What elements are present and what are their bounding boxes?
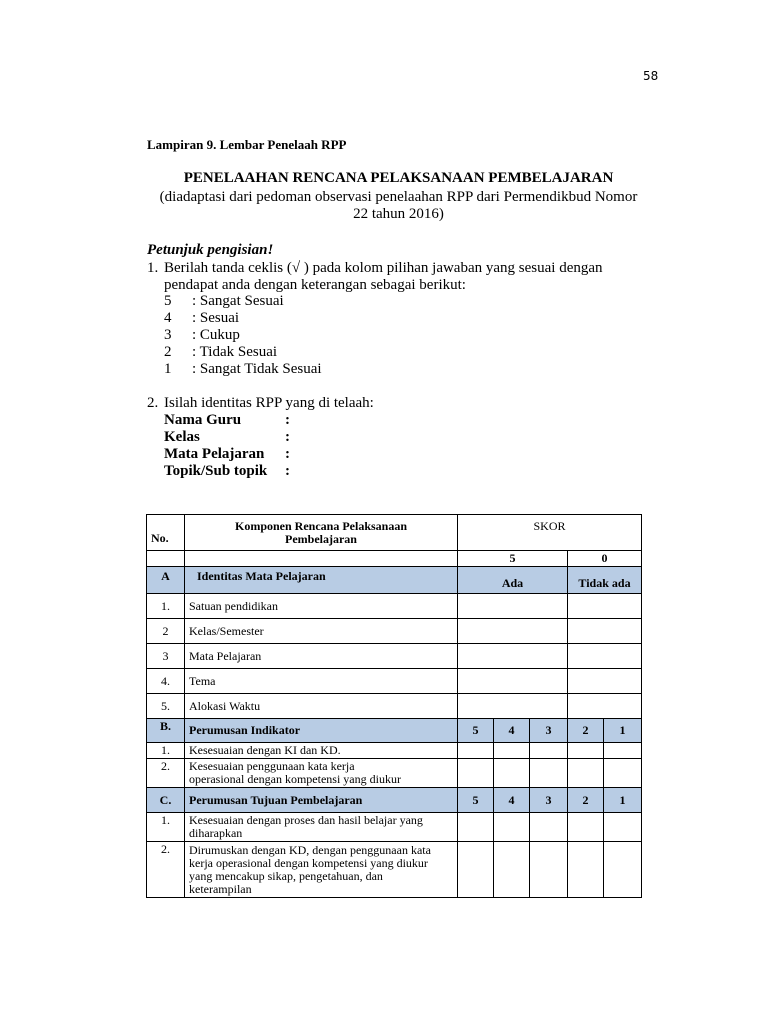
scale-key: 2: [164, 344, 172, 360]
identity-label: Nama Guru: [164, 412, 242, 428]
identity-colon: :: [285, 463, 290, 479]
instruction-2-number: 2.: [147, 395, 159, 411]
table-row: [147, 619, 642, 644]
scale-key: 1: [164, 361, 172, 377]
scale-key: 3: [164, 327, 172, 343]
check-cell[interactable]: [458, 669, 568, 694]
row-item: Satuan pendidikan: [185, 594, 458, 619]
table-row: [147, 743, 642, 759]
check-cell[interactable]: [568, 669, 642, 694]
section-a-no-label: Tidak ada: [568, 567, 642, 594]
identity-colon: :: [285, 412, 290, 428]
section-b-score: 5: [458, 719, 494, 743]
table-header-row: [147, 515, 642, 551]
subtitle-line-2: 22 tahun 2016): [353, 206, 444, 222]
check-cell[interactable]: [568, 759, 604, 788]
check-cell[interactable]: [604, 842, 642, 898]
section-c-score: 1: [604, 788, 642, 813]
section-c-row: [147, 788, 642, 813]
scale-label: : Tidak Sesuai: [192, 344, 278, 360]
document-title: PENELAAHAN RENCANA PELAKSANAAN PEMBELAJARAN: [183, 170, 614, 186]
table-row: [147, 813, 642, 842]
check-cell[interactable]: [604, 743, 642, 759]
score-value-row: [147, 551, 642, 567]
row-item-line: keterampilan: [189, 881, 252, 896]
row-number: 1.: [147, 813, 185, 842]
instructions-heading: Petunjuk pengisian!: [147, 242, 274, 258]
identity-label: Mata Pelajaran: [164, 446, 265, 462]
instruction-2-text: Isilah identitas RPP yang di telaah:: [164, 395, 374, 411]
document-subtitle: [147, 189, 650, 223]
rpp-assessment-table: [146, 514, 642, 898]
scale-label: : Sesuai: [192, 310, 240, 326]
check-cell[interactable]: [458, 759, 494, 788]
section-a-row: [147, 567, 642, 594]
row-number: 1.: [147, 594, 185, 619]
check-cell[interactable]: [458, 694, 568, 719]
row-item: [185, 813, 458, 842]
row-item: [185, 759, 458, 788]
check-cell[interactable]: [568, 694, 642, 719]
subtitle-line-1: (diadaptasi dari pedoman observasi penelaahan RPP dari Permendikbud Nomor: [159, 189, 638, 205]
row-number: 3: [147, 644, 185, 669]
row-item-line: Dirumuskan dengan KD, dengan penggunaan kata: [189, 842, 431, 857]
row-item-line: kerja operasional dengan kompetensi yang diukur: [189, 855, 428, 870]
score-0: 0: [568, 551, 642, 567]
check-cell[interactable]: [568, 813, 604, 842]
section-a-no: A: [147, 567, 185, 594]
row-item: Kelas/Semester: [185, 619, 458, 644]
table-row: [147, 669, 642, 694]
check-cell[interactable]: [458, 743, 494, 759]
row-item: Tema: [185, 669, 458, 694]
header-component: [185, 515, 458, 551]
row-item-line: Kesesuaian penggunaan kata kerja: [189, 759, 355, 773]
check-cell[interactable]: [568, 644, 642, 669]
appendix-title: Lampiran 9. Lembar Penelaah RPP: [147, 137, 347, 152]
section-c-score: 5: [458, 788, 494, 813]
table-row: [147, 594, 642, 619]
check-cell[interactable]: [568, 743, 604, 759]
check-cell[interactable]: [604, 759, 642, 788]
table-row: [147, 694, 642, 719]
header-component-line-1: Komponen Rencana Pelaksanaan: [234, 518, 408, 533]
row-item: Mata Pelajaran: [185, 644, 458, 669]
row-item-line: Kesesuaian dengan proses dan hasil belajar yang: [189, 813, 423, 827]
check-cell[interactable]: [458, 842, 494, 898]
check-cell[interactable]: [494, 743, 530, 759]
check-cell[interactable]: [458, 813, 494, 842]
section-c-score: 2: [568, 788, 604, 813]
section-a-title: Identitas Mata Pelajaran: [185, 567, 458, 594]
check-cell[interactable]: [494, 759, 530, 788]
row-item: Kesesuaian dengan KI dan KD.: [185, 743, 458, 759]
row-item-line: diharapkan: [189, 826, 243, 840]
check-cell[interactable]: [530, 813, 568, 842]
table-row: [147, 842, 642, 898]
section-b-score: 1: [604, 719, 642, 743]
header-component-line-2: Pembelajaran: [285, 531, 357, 546]
scale-label: : Sangat Tidak Sesuai: [192, 361, 322, 377]
check-cell[interactable]: [604, 813, 642, 842]
instruction-1-number: 1.: [147, 260, 159, 276]
check-cell[interactable]: [568, 842, 604, 898]
check-cell[interactable]: [494, 842, 530, 898]
identity-label: Kelas: [164, 429, 200, 445]
row-number: 5.: [147, 694, 185, 719]
scale-label: : Sangat Sesuai: [192, 293, 284, 309]
identity-colon: :: [285, 429, 290, 445]
instruction-1-line-1: Berilah tanda ceklis (√ ) pada kolom pilihan jawaban yang sesuai dengan: [164, 260, 603, 276]
section-b-score: 4: [494, 719, 530, 743]
header-score: SKOR: [458, 515, 642, 551]
section-c-no: C.: [147, 788, 185, 813]
table-row: [147, 644, 642, 669]
section-b-no: B.: [147, 719, 185, 743]
section-c-title: Perumusan Tujuan Pembelajaran: [185, 788, 458, 813]
row-number: 4.: [147, 669, 185, 694]
identity-colon: :: [285, 446, 290, 462]
scale-key: 4: [164, 310, 172, 326]
check-cell[interactable]: [458, 619, 568, 644]
identity-label: Topik/Sub topik: [164, 463, 268, 479]
check-cell[interactable]: [494, 813, 530, 842]
check-cell[interactable]: [568, 619, 642, 644]
scale-label: : Cukup: [192, 327, 240, 343]
instruction-1-line-2: pendapat anda dengan keterangan sebagai berikut:: [164, 277, 466, 293]
section-a-yes: Ada: [458, 567, 568, 594]
check-cell[interactable]: [568, 594, 642, 619]
row-number: 1.: [147, 743, 185, 759]
check-cell[interactable]: [458, 594, 568, 619]
section-b-row: [147, 719, 642, 743]
scale-key: 5: [164, 293, 172, 309]
row-item: [185, 842, 458, 898]
page-number: 58: [643, 69, 659, 83]
row-item-line: yang mencakup sikap, pengetahuan, dan: [189, 868, 383, 883]
section-c-score: 4: [494, 788, 530, 813]
section-c-score: 3: [530, 788, 568, 813]
section-b-score: 3: [530, 719, 568, 743]
row-number: 2.: [147, 842, 185, 898]
row-item-line: operasional dengan kompetensi yang diukur: [189, 772, 401, 786]
row-number: 2: [147, 619, 185, 644]
check-cell[interactable]: [530, 759, 568, 788]
row-number: 2.: [147, 759, 185, 788]
row-item: Alokasi Waktu: [185, 694, 458, 719]
check-cell[interactable]: [530, 743, 568, 759]
header-no: No.: [147, 515, 185, 551]
table-row: [147, 759, 642, 788]
section-b-title: Perumusan Indikator: [185, 719, 458, 743]
check-cell[interactable]: [530, 842, 568, 898]
section-b-score: 2: [568, 719, 604, 743]
score-5: 5: [458, 551, 568, 567]
check-cell[interactable]: [458, 644, 568, 669]
